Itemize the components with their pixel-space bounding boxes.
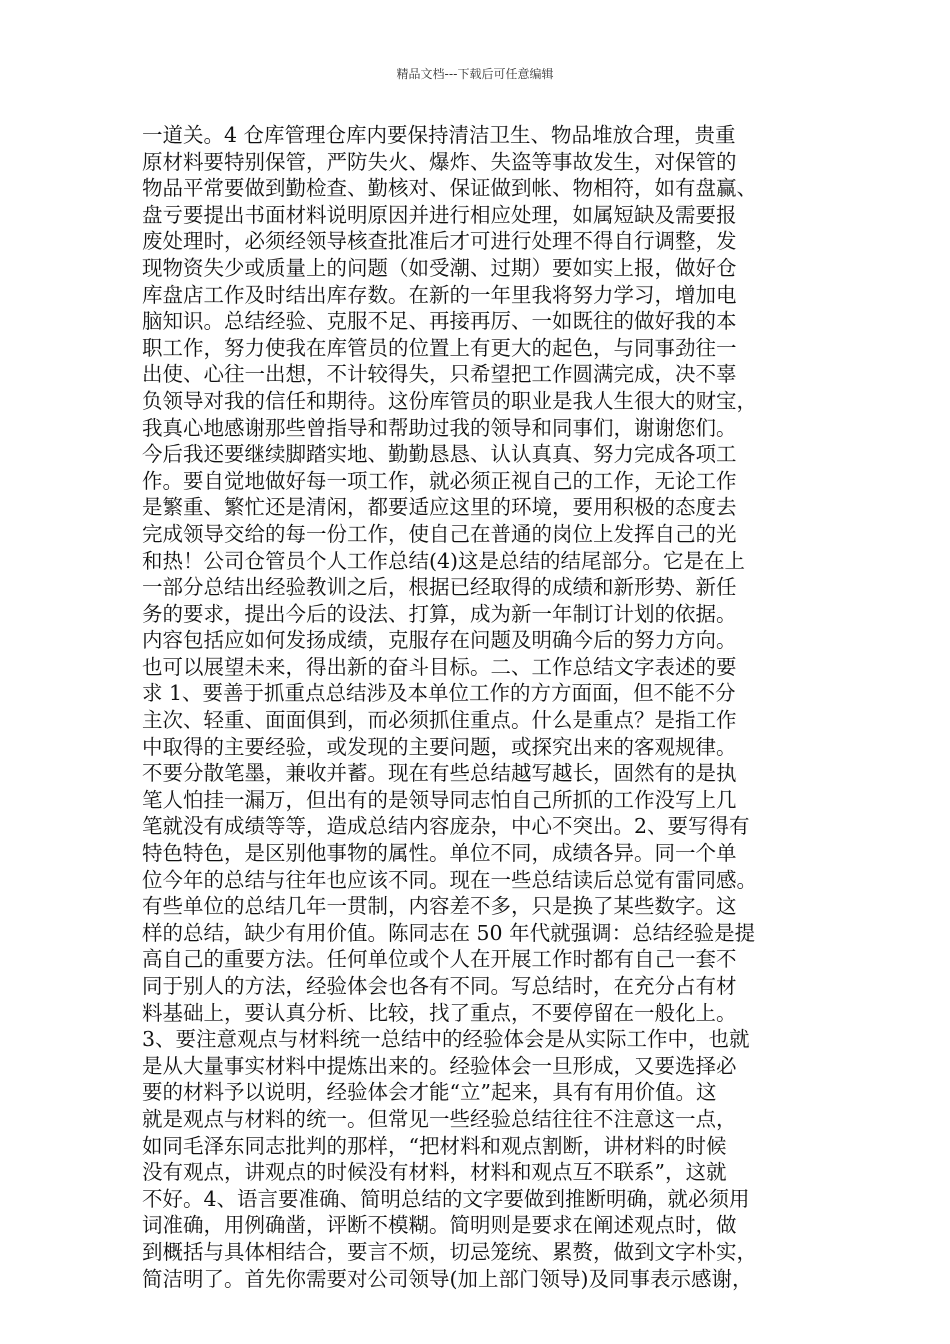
text-line: 废处理时，必须经领导核查批准后才可进行处理不得自行调整，发: [142, 229, 737, 254]
text-line: 3、要注意观点与材料统一总结中的经验体会是从实际工作中，也就: [142, 1027, 750, 1052]
text-line: 简洁明了。首先你需要对公司领导(加上部门领导)及同事表示感谢，: [142, 1266, 753, 1291]
text-line: 一部分总结出经验教训之后，根据已经取得的成绩和新形势、新任: [142, 575, 737, 600]
text-line: 是从大量事实材料中提炼出来的。经验体会一旦形成，又要选择必: [142, 1053, 737, 1078]
text-line: 不要分散笔墨，兼收并蓄。现在有些总结越写越长，固然有的是执: [142, 761, 737, 786]
text-line: 作。要自觉地做好每一项工作，就必须正视自己的工作，无论工作: [142, 468, 737, 493]
text-line: 是繁重、繁忙还是清闲，都要适应这里的环境，要用积极的态度去: [142, 495, 737, 520]
text-line: 有些单位的总结几年一贯制，内容差不多，只是换了某些数字。这: [142, 894, 737, 919]
text-line: 出使、心往一出想，不计较得失，只希望把工作圆满完成，决不辜: [142, 362, 737, 387]
text-line: 今后我还要继续脚踏实地、勤勤恳恳、认认真真、努力完成各项工: [142, 442, 737, 467]
text-line: 笔就没有成绩等等，造成总结内容庞杂，中心不突出。2、要写得有: [142, 814, 750, 839]
text-line: 主次、轻重、面面俱到，而必须抓住重点。什么是重点？是指工作: [142, 708, 737, 733]
text-line: 内容包括应如何发扬成绩，克服存在问题及明确今后的努力方向。: [142, 628, 737, 653]
page-header: 精品文档---下载后可任意编辑: [396, 67, 554, 81]
text-line: 完成领导交给的每一份工作，使自己在普通的岗位上发挥自己的光: [142, 521, 737, 546]
text-line: 脑知识。总结经验、克服不足、再接再厉、一如既往的做好我的本: [142, 309, 737, 334]
text-line: 同于别人的方法，经验体会也各有不同。写总结时，在充分占有材: [142, 974, 737, 998]
text-line: 要的材料予以说明，经验体会才能“立”起来，具有有用价值。这: [142, 1080, 717, 1105]
text-line: 务的要求，提出今后的设法、打算，成为新一年制订计划的依据。: [142, 601, 737, 626]
text-line: 盘亏要提出书面材料说明原因并进行相应处理，如属短缺及需要报: [142, 202, 737, 227]
text-line: 库盘店工作及时结出库存数。在新的一年里我将努力学习，增加电: [142, 282, 737, 307]
text-line: 特色特色，是区别他事物的属性。单位不同，成绩各异。同一个单: [142, 841, 737, 866]
text-line: 没有观点，讲观点的时候没有材料，材料和观点互不联系”，这就: [142, 1160, 727, 1185]
text-line: 词准确，用例确凿，评断不模糊。简明则是要求在阐述观点时，做: [142, 1213, 737, 1238]
text-line: 原材料要特别保管，严防失火、爆炸、失盗等事故发生，对保管的: [142, 149, 737, 174]
text-line: 负领导对我的信任和期待。这份库管员的职业是我人生很大的财宝，: [142, 388, 757, 413]
text-line: 和热！公司仓管员个人工作总结(4)这是总结的结尾部分。它是在上: [142, 548, 746, 573]
text-line: 也可以展望未来，得出新的奋斗目标。二、工作总结文字表述的要: [142, 654, 737, 679]
text-line: 位今年的总结与往年也应该不同。现在一些总结读后总觉有雷同感。: [142, 867, 757, 892]
text-line: 笔人怕挂一漏万，但出有的是领导同志怕自己所抓的工作没写上几: [142, 787, 737, 812]
text-line: 料基础上，要认真分析、比较，找了重点，不要停留在一般化上。: [142, 1000, 737, 1025]
text-line: 不好。4、语言要准确、简明总结的文字要做到推断明确，就必须用: [142, 1186, 750, 1211]
text-line: 一道关。4 仓库管理仓库内要保持清洁卫生、物品堆放合理，贵重: [142, 123, 736, 147]
text-line: 我真心地感谢那些曾指导和帮助过我的领导和同事们，谢谢您们。: [142, 415, 737, 440]
text-line: 求 1、要善于抓重点总结涉及本单位工作的方方面面，但不能不分: [142, 681, 736, 706]
body-text: [142, 122, 822, 1292]
text-line: 样的总结，缺少有用价值。陈同志在 50 年代就强调：总结经验是提: [142, 920, 756, 945]
text-line: 高自己的重要方法。任何单位或个人在开展工作时都有自己一套不: [142, 947, 737, 972]
text-line: 职工作，努力使我在库管员的位置上有更大的起色，与同事劲往一: [142, 335, 737, 360]
text-line: 如同毛泽东同志批判的那样，“把材料和观点割断，讲材料的时候: [142, 1133, 727, 1158]
text-line: 就是观点与材料的统一。但常见一些经验总结往往不注意这一点，: [142, 1106, 737, 1131]
text-line: 中取得的主要经验，或发现的主要问题，或探究出来的客观规律。: [142, 734, 737, 759]
text-line: 到概括与具体相结合，要言不烦，切忌笼统、累赘，做到文字朴实，: [142, 1239, 757, 1264]
text-line: 现物资失少或质量上的问题（如受潮、过期）要如实上报，做好仓: [142, 255, 737, 280]
text-line: 物品平常要做到勤检查、勤核对、保证做到帐、物相符，如有盘赢、: [142, 176, 757, 201]
